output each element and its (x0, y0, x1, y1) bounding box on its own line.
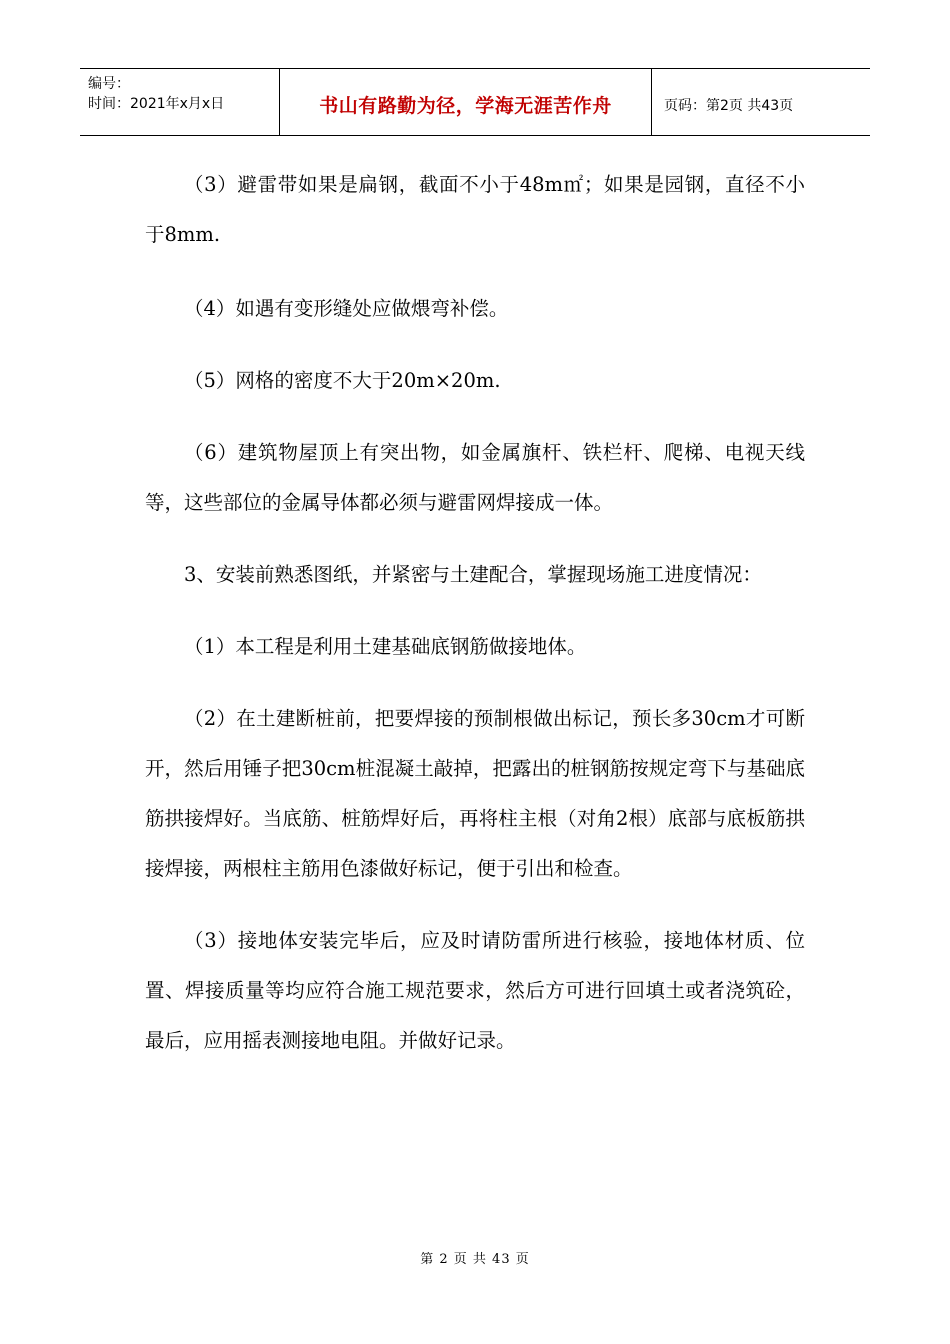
document-body (145, 160, 805, 1088)
header-motto: 书山有路勤为径，学海无涯苦作舟 (319, 95, 612, 117)
paragraph-inspection: （3）接地体安装完毕后，应及时请防雷所进行核验，接地体材质、位置、焊接质量等均应符合施工规范要求，然后方可进行回填土或者浇筑砼，最后，应用摇表测接地电阻。并做好记录。 (145, 929, 805, 1052)
paragraph-expansion-joint: （4）如遇有变形缝处应做煨弯补偿。 (184, 297, 509, 320)
page-footer: 第 2 页 共 43 页 (420, 1252, 530, 1267)
header-page-number: 页码：第2页 共43页 (664, 98, 794, 114)
document-date-label: 时间：2021年x月x日 (88, 96, 225, 112)
header-info-cell (80, 69, 280, 135)
paragraph-pile-welding: （2）在土建断桩前，把要焊接的预制根做出标记，预长多30cm才可断开，然后用锤子把30cm桩混凝土敲掉，把露出的桩钢筋按规定弯下与基础底筋拱接焊好。当底筋、桩筋焊好后，再将柱主根（对角2根）底部与底板筋拱接焊接，两根柱主筋用色漆做好标记，便于引出和检查。 (145, 707, 805, 880)
header-page-cell (652, 69, 870, 135)
header-motto-cell (280, 69, 652, 135)
paragraph-roof-protrusions: （6）建筑物屋顶上有突出物，如金属旗杆、铁栏杆、爬梯、电视天线等，这些部位的金属导体都必须与避雷网焊接成一体。 (145, 441, 805, 514)
paragraph-lightning-strip: （3）避雷带如果是扁钢，截面不小于48m㎡；如果是园钢，直径不小于8mm. (145, 173, 805, 246)
page-header (80, 68, 870, 136)
paragraph-section-3: 3、安装前熟悉图纸，并紧密与土建配合，掌握现场施工进度情况： (184, 563, 762, 586)
paragraph-grounding-body: （1）本工程是利用土建基础底钢筋做接地体。 (184, 635, 587, 658)
paragraph-grid-density: （5）网格的密度不大于20m×20m. (184, 369, 501, 392)
document-number-label: 编号： (88, 76, 130, 92)
